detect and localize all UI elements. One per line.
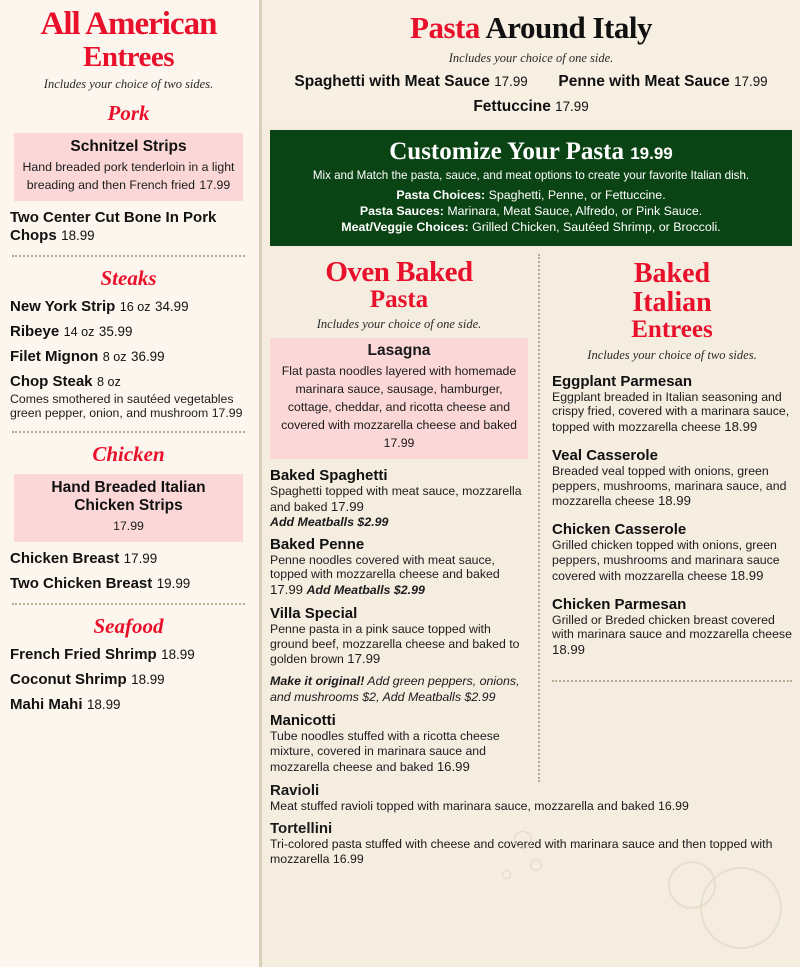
- title-line2: Italian: [632, 286, 712, 318]
- item-size: 8 oz: [96, 374, 121, 389]
- menu-item-new-york-strip: [10, 298, 247, 316]
- item-price: 34.99: [155, 298, 189, 314]
- page-title: [8, 8, 249, 72]
- choice-label: Meat/Veggie Choices:: [341, 220, 469, 234]
- item-description-text: Meat stuffed ravioli topped with marinara sauce, mozzarella and baked: [270, 798, 655, 813]
- customize-price: 19.99: [630, 144, 673, 163]
- item-name: Two Center Cut Bone In Pork Chops: [10, 208, 217, 244]
- menu-item-coconut-shrimp: [10, 671, 247, 689]
- menu-item-ravioli: [270, 782, 792, 814]
- menu-item-two-chicken-breast: [10, 575, 247, 593]
- choice-value: Marinara, Meat Sauce, Alfredo, or Pink Sauce.: [447, 204, 703, 218]
- divider-dotted: [552, 680, 792, 682]
- item-name: Coconut Shrimp: [10, 671, 127, 689]
- item-description: [552, 613, 792, 658]
- item-description: [270, 553, 528, 598]
- section-heading-seafood: Seafood: [93, 614, 164, 639]
- item-description: [270, 799, 792, 814]
- item-name: Chop Steak: [10, 372, 93, 390]
- menu-item-lasagna: [270, 338, 528, 459]
- item-name: Chicken Parmesan: [552, 595, 687, 613]
- menu-item-villa-special: [270, 605, 528, 667]
- baked-italian-subnote: Includes your choice of two sides.: [587, 347, 757, 362]
- item-price: 17.99: [113, 519, 144, 534]
- item-price: 17.99: [211, 406, 243, 421]
- lower-sections: [262, 246, 800, 782]
- item-name: Fettuccine: [473, 98, 551, 115]
- item-description-text: Tri-colored pasta stuffed with cheese and covered with marinara sauce and then topped with mozzarella: [270, 837, 773, 867]
- menu-item-eggplant-parmesan: [552, 373, 792, 435]
- pasta-row-2: [270, 98, 792, 116]
- section-heading-chicken: Chicken: [92, 442, 165, 467]
- item-price: 18.99: [552, 642, 586, 658]
- menu-item-mahi-mahi: [10, 696, 247, 714]
- item-description-text: Eggplant breaded in Italian seasoning and crispy fried, covered with a marinara sauce, topped with mozzarella cheese: [552, 389, 790, 435]
- note-bold: Make it original!: [270, 674, 365, 689]
- item-price: 18.99: [131, 672, 165, 688]
- menu-item-baked-penne: [270, 536, 528, 598]
- item-description-text: Grilled or Breded chicken breast covered with marinara sauce and mozzarella cheese: [552, 612, 792, 642]
- item-name: Hand Breaded Italian Chicken Strips: [51, 479, 206, 515]
- item-description-text: Comes smothered in sautéed vegetables green pepper, onion, and mushroom: [10, 391, 234, 421]
- item-description: [270, 484, 528, 515]
- item-name: Ribeye: [10, 322, 60, 340]
- choice-label: Pasta Sauces:: [359, 204, 444, 218]
- menu-item-chicken-casserole: [552, 521, 792, 583]
- item-price: 16.99: [332, 852, 364, 867]
- menu-item-french-fried-shrimp: [10, 646, 247, 664]
- customize-your-pasta-banner: [270, 130, 792, 246]
- menu-item-chicken-breast: [10, 550, 247, 568]
- item-price: 18.99: [730, 567, 764, 583]
- page-title-line2: Entrees: [82, 41, 174, 74]
- customize-title: [280, 138, 782, 166]
- item-price: 18.99: [61, 227, 95, 243]
- item-description: Flat pasta noodles layered with homemade marinara sauce, sausage, hamburger, cottage, cheddar, and ricotta cheese and covered with mozzarella cheese and baked: [281, 364, 517, 432]
- title-line2: Pasta: [369, 286, 429, 313]
- pasta-title-black: Around Italy: [485, 10, 652, 45]
- item-price: 16.99: [436, 758, 470, 774]
- item-price: 16.99: [658, 798, 689, 813]
- decorative-bubble-1: [514, 831, 532, 849]
- item-description-text: Tube noodles stuffed with a ricotta cheese mixture, covered in marinara sauce and mozzarella cheese and baked: [270, 729, 500, 774]
- item-description: [10, 392, 247, 422]
- item-price: 35.99: [98, 323, 133, 339]
- item-name: Villa Special: [270, 604, 358, 622]
- choice-value: Grilled Chicken, Sautéed Shrimp, or Broccoli.: [472, 220, 721, 234]
- item-name: Two Chicken Breast: [10, 575, 153, 593]
- item-name: Filet Mignon: [10, 347, 99, 365]
- item-name: Baked Penne: [270, 535, 365, 553]
- item-price: 17.99: [734, 74, 768, 89]
- item-description: [552, 390, 792, 435]
- right-column: [262, 0, 800, 967]
- item-price: 18.99: [161, 647, 195, 663]
- title-line3: Entrees: [631, 316, 713, 344]
- item-name: Veal Casserole: [552, 446, 658, 464]
- item-name: Mahi Mahi: [10, 696, 83, 714]
- item-description: Hand breaded pork tenderloin in a light breading and then French fried: [22, 159, 235, 192]
- item-description: [270, 729, 528, 774]
- item-price: 18.99: [657, 493, 691, 509]
- item-price: 17.99: [123, 551, 158, 567]
- item-price: 17.99: [494, 74, 528, 89]
- section-heading-steaks: Steaks: [100, 265, 157, 290]
- item-name: Baked Spaghetti: [270, 467, 388, 484]
- baked-italian-entrees-section: [540, 254, 792, 782]
- choice-value: Spaghetti, Penne, or Fettuccine.: [488, 188, 666, 202]
- item-description-text: Grilled chicken topped with onions, green peppers, mushrooms and marinara sauce covered with mozzarella cheese: [552, 538, 780, 583]
- menu-item-chop-steak: [10, 373, 247, 422]
- title-line1: Baked: [633, 258, 711, 289]
- item-name: Schnitzel Strips: [70, 137, 187, 155]
- customize-description: Mix and Match the pasta, sauce, and meat options to create your favorite Italian dish.: [312, 169, 750, 182]
- divider-dotted: [12, 603, 245, 605]
- item-price: 17.99: [347, 651, 381, 667]
- pasta-around-italy-section: [262, 0, 800, 126]
- customize-choice-meat-veggie: [280, 220, 782, 234]
- item-size: 14 oz: [63, 324, 95, 339]
- oven-baked-pasta-title: [270, 258, 528, 312]
- menu-item-hand-breaded-italian-chicken-strips: [14, 474, 243, 542]
- item-price: 18.99: [724, 419, 758, 435]
- pasta-row-1: [270, 73, 792, 91]
- item-description-text: Breaded veal topped with onions, green peppers, mushrooms, marinara sauce, and mozzarella cheese: [552, 463, 787, 509]
- section-heading-pork: Pork: [107, 100, 150, 125]
- divider-dotted: [12, 431, 245, 433]
- item-description: [270, 622, 528, 667]
- item-price: 36.99: [131, 348, 165, 364]
- divider-dotted: [12, 255, 245, 257]
- item-description: [552, 538, 792, 583]
- customize-title-text: Customize Your Pasta: [389, 138, 624, 165]
- item-price: 17.99: [270, 582, 304, 598]
- item-name: Manicotti: [270, 712, 336, 730]
- item-name: Spaghetti with Meat Sauce: [294, 73, 490, 90]
- baked-italian-title: [552, 260, 792, 343]
- item-name: Tortellini: [270, 820, 333, 838]
- item-price: 19.99: [156, 576, 191, 592]
- item-price: 17.99: [330, 498, 364, 514]
- item-name: Eggplant Parmesan: [552, 372, 693, 390]
- customize-choice-pasta: [280, 188, 782, 202]
- item-price: 18.99: [86, 697, 121, 713]
- menu-item-filet-mignon: [10, 348, 247, 366]
- item-name: Lasagna: [367, 342, 431, 359]
- wide-items-section: [262, 782, 800, 867]
- item-name: Penne with Meat Sauce: [558, 73, 730, 90]
- pasta-subnote: Includes your choice of one side.: [448, 51, 614, 65]
- pasta-around-italy-title: [270, 10, 792, 46]
- item-name: French Fried Shrimp: [10, 646, 157, 664]
- page-title-line1: All American: [40, 6, 217, 42]
- menu-item-veal-casserole: [552, 447, 792, 509]
- item-addon: Add Meatballs $2.99: [306, 583, 425, 598]
- item-name: Chicken Breast: [10, 550, 120, 568]
- item-description-text: Penne noodles covered with meat sauce, topped with mozzarella cheese and baked: [270, 552, 500, 582]
- choice-label: Pasta Choices:: [396, 188, 486, 202]
- item-size: 16 oz: [119, 299, 151, 314]
- all-american-entrees-column: [0, 0, 262, 967]
- menu-item-schnitzel-strips: [14, 133, 243, 201]
- note-rest: Add green peppers, onions, and mushrooms $2, Add Meatballs $2.99: [270, 674, 520, 704]
- title-line1: Oven Baked: [325, 256, 473, 288]
- item-name: New York Strip: [10, 297, 116, 315]
- item-price: 17.99: [383, 436, 415, 450]
- customize-choice-sauces: [280, 204, 782, 218]
- item-name: Chicken Casserole: [552, 521, 687, 539]
- decorative-stamp-small: [668, 861, 716, 909]
- make-it-original-note: [270, 674, 528, 705]
- oven-baked-pasta-section: [270, 254, 540, 782]
- item-name: Ravioli: [270, 781, 320, 799]
- menu-item-pork-chops: [10, 209, 247, 245]
- item-price: 17.99: [555, 99, 589, 114]
- pasta-title-red: Pasta: [410, 10, 480, 45]
- decorative-bubble-3: [502, 870, 511, 879]
- all-american-subnote: Includes your choice of two sides.: [43, 76, 214, 91]
- oven-baked-subnote: Includes your choice of one side.: [316, 317, 482, 331]
- item-description-text: Penne pasta in a pink sauce topped with ground beef, mozzarella cheese and baked to golden brown: [270, 621, 520, 667]
- item-description: [552, 464, 792, 509]
- item-addon: Add Meatballs $2.99: [270, 514, 389, 529]
- menu-item-ribeye: [10, 323, 247, 341]
- item-price: 17.99: [199, 177, 231, 192]
- menu-item-chicken-parmesan: [552, 596, 792, 658]
- item-description-text: Spaghetti topped with meat sauce, mozzarella and baked: [270, 484, 522, 514]
- menu-item-baked-spaghetti: [270, 467, 528, 529]
- decorative-bubble-2: [530, 859, 542, 871]
- menu-item-manicotti: [270, 712, 528, 774]
- item-size: 8 oz: [102, 349, 127, 364]
